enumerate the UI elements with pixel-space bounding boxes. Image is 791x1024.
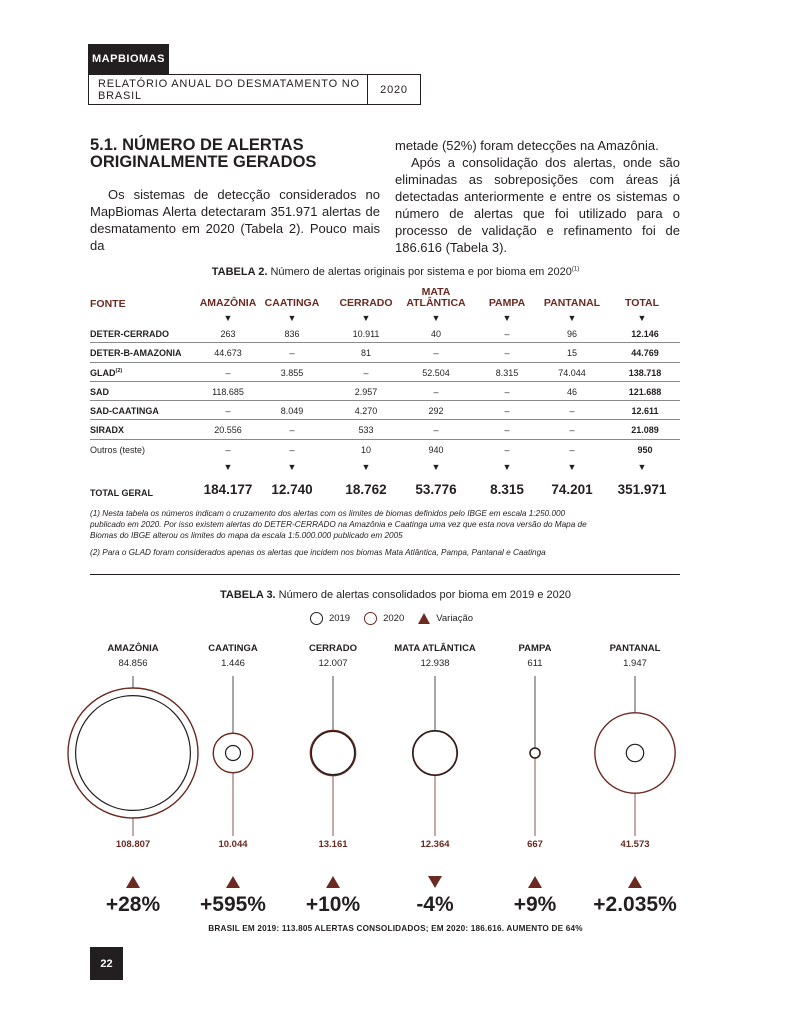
table-row: [90, 382, 680, 401]
down-arrow-icon: ▼: [502, 313, 512, 323]
legend-2020-label: 2020: [383, 613, 405, 624]
biome-name: CAATINGA: [208, 643, 258, 654]
table-cell: 15: [566, 348, 577, 359]
table-cell: –: [289, 348, 295, 359]
table2-note-1: (1) Nesta tabela os números indicam o cruzamento dos alertas com os limites de biomas definidos pelo IBGE em escala 1:250.000 publicado em 2020. Por isso existem alertas do DETER-CERRADO na Amazônia e Caatinga uma vez que esta nova versão do Mapa de Biomas do IBGE alterou os limites do mapa da escala 1:5.000.000 publicado em 2005: [90, 509, 587, 540]
down-arrow-icon: ▼: [637, 462, 647, 473]
table-cell: –: [504, 329, 510, 339]
table-cell: –: [504, 348, 510, 359]
table2-header-total: [597, 286, 687, 324]
biome-name: PANTANAL: [609, 643, 661, 654]
value-2019: 84.856: [118, 658, 148, 669]
table-cell: –: [289, 444, 295, 455]
biome-bubble-chart: [0, 640, 791, 900]
row-source-name: SAD-CAATINGA: [90, 406, 159, 417]
table-cell: –: [504, 425, 510, 436]
down-arrow-icon: ▼: [223, 313, 233, 323]
legend-2020-circle-icon: [364, 612, 377, 625]
report-header: [88, 74, 421, 105]
table-cell: 10.911: [352, 329, 380, 339]
table-cell: –: [569, 444, 575, 455]
value-2019: 12.938: [420, 658, 450, 669]
table-row: [90, 401, 680, 420]
bubble-2020: [413, 731, 457, 775]
table-cell: 10: [360, 444, 371, 455]
column-label: PANTANAL: [543, 297, 601, 309]
table-cell: –: [289, 425, 295, 436]
table-cell: –: [433, 386, 439, 397]
table-cell: 74.044: [558, 367, 586, 378]
down-arrow-icon: ▼: [431, 313, 441, 323]
table-cell: 20.556: [214, 425, 242, 436]
value-2019: 1.947: [623, 658, 647, 669]
row-source-name: GLAD$^{(2)}$: [90, 367, 123, 378]
row-source-name: SIRADX: [90, 425, 125, 436]
total-value: 18.762: [345, 482, 387, 498]
value-2020: 13.161: [318, 839, 348, 850]
table2-total-arrows: [90, 459, 680, 479]
down-arrow-icon: ▼: [567, 462, 577, 473]
table-cell: 52.504: [422, 367, 450, 378]
table-cell: –: [225, 367, 231, 378]
up-triangle-icon: [326, 876, 340, 888]
total-value: 53.776: [415, 482, 457, 498]
table-cell: –: [433, 425, 439, 436]
bubble-2019: [226, 746, 241, 761]
total-value: 184.177: [203, 482, 253, 498]
column-label: CAATINGA: [264, 297, 320, 309]
table-cell: –: [504, 386, 510, 397]
down-arrow-icon: ▼: [287, 313, 297, 323]
table-cell: 836: [284, 329, 300, 339]
table-row: [90, 363, 680, 382]
column-label: AMAZÔNIA: [199, 297, 257, 309]
down-arrow-icon: ▼: [567, 313, 577, 323]
intro-paragraph-continued: metade (52%) foram detecções na Amazônia.: [395, 138, 659, 153]
table-row: [90, 324, 680, 343]
value-2019: 611: [527, 658, 543, 669]
divider: [90, 574, 680, 575]
report-year: 2020: [380, 83, 408, 96]
table-cell: 292: [428, 406, 444, 417]
table-cell: 138.718: [628, 367, 662, 378]
table-cell: –: [569, 406, 575, 417]
bubble-2020: [595, 713, 675, 793]
biome-column-pantanal: [575, 643, 695, 916]
table-cell: 940: [428, 444, 444, 455]
value-2020: 108.807: [115, 839, 151, 850]
total-value: 12.740: [271, 482, 313, 498]
variation-percent: +595%: [200, 893, 266, 916]
table2-note-2: (2) Para o GLAD foram considerados apenas os alertas que incidem nos biomas Mata Atlântica, Pampa, Pantanal e Caatinga: [90, 548, 546, 557]
down-arrow-icon: ▼: [287, 462, 297, 473]
table-cell: 118.685: [212, 386, 244, 397]
down-arrow-icon: ▼: [223, 462, 233, 473]
biome-name: AMAZÔNIA: [107, 643, 159, 654]
down-triangle-icon: [428, 876, 442, 888]
table-cell: 46: [566, 386, 577, 397]
table-cell: 950: [637, 444, 653, 455]
variation-percent: +2.035%: [593, 893, 677, 916]
total-value: 8.315: [490, 482, 524, 498]
intro-column-2: [395, 137, 680, 256]
up-triangle-icon: [126, 876, 140, 888]
table-cell: 3.855: [280, 367, 304, 378]
down-arrow-icon: ▼: [431, 462, 441, 473]
bubble-2019: [413, 731, 458, 776]
total-value: 351.971: [617, 482, 667, 498]
table-row: [90, 343, 680, 362]
page-number: 22: [90, 947, 123, 980]
legend-2019-circle-icon: [310, 612, 323, 625]
value-2020: 41.573: [620, 839, 650, 850]
table-cell: 8.049: [280, 406, 304, 417]
total-value: 74.201: [551, 482, 593, 498]
table-cell: 44.769: [631, 348, 659, 359]
table-cell: –: [433, 348, 439, 359]
table2-header-row: [90, 286, 680, 324]
down-arrow-icon: ▼: [361, 462, 371, 473]
down-arrow-icon: ▼: [637, 313, 647, 323]
intro-paragraph: Os sistemas de detecção considerados no MapBiomas Alerta detectaram 351.971 alertas de desmatamento em 2020 (Tabela 2). Pouco mais da: [90, 187, 380, 253]
section-title: 5.1. NÚMERO DE ALERTAS ORIGINALMENTE GERADOS: [90, 136, 317, 171]
table-cell: 96: [566, 329, 577, 339]
table2-body: [90, 324, 680, 459]
column-label: PAMPA: [488, 297, 526, 309]
bubble-2020: [68, 688, 198, 818]
consolidation-paragraph: Após a consolidação dos alertas, onde são eliminadas as sobreposições com áreas já detectadas anteriormente e entre os sistemas o número de alertas que foi utilizado para o processo de validação e refinamento foi de 186.616 (Tabela 3).: [395, 155, 680, 255]
table2-header-fonte: FONTE: [90, 298, 126, 310]
table-cell: –: [504, 444, 510, 455]
table-cell: 21.089: [631, 425, 659, 436]
table3-footer: BRASIL EM 2019: 113.805 ALERTAS CONSOLIDADOS; EM 2020: 186.616. AUMENTO DE 64%: [208, 924, 583, 933]
variation-percent: +9%: [513, 893, 557, 916]
value-2020: 667: [527, 839, 543, 850]
biome-name: PAMPA: [518, 643, 552, 654]
table-cell: 81: [360, 348, 371, 359]
down-arrow-icon: ▼: [361, 313, 371, 323]
down-arrow-icon: ▼: [502, 462, 512, 473]
table3-legend: [0, 612, 791, 625]
column-label: CERRADO: [339, 297, 393, 309]
table-cell: –: [363, 367, 369, 378]
row-source-name: DETER-B-AMAZONIA: [90, 348, 182, 359]
table-cell: –: [569, 425, 575, 436]
value-2020: 12.364: [420, 839, 450, 850]
biome-name: CERRADO: [308, 643, 358, 654]
table-cell: –: [225, 444, 231, 455]
legend-variation-label: Variação: [436, 613, 474, 624]
bubble-2019: [530, 748, 540, 758]
table-cell: 4.270: [354, 406, 378, 417]
variation-percent: +10%: [305, 893, 361, 916]
variation-percent: -4%: [416, 893, 454, 916]
report-title: RELATÓRIO ANUAL DO DESMATAMENTO NO BRASIL: [89, 75, 368, 104]
bubble-2019: [311, 731, 354, 774]
table-cell: –: [225, 406, 231, 417]
up-triangle-icon: [226, 876, 240, 888]
biome-name: MATA ATLÂNTICA: [394, 643, 476, 654]
column-label: MATA ATLÂNTICA: [406, 286, 466, 309]
bubble-2020: [310, 730, 355, 775]
variation-percent: +28%: [105, 893, 161, 916]
table3-caption: TABELA 3. Número de alertas consolidados por bioma em 2019 e 2020: [220, 589, 571, 601]
table-row: [90, 440, 680, 459]
column-label: TOTAL: [624, 297, 660, 309]
legend-2019-label: 2019: [328, 613, 351, 624]
row-source-name: SAD: [90, 386, 110, 397]
table-cell: 533: [358, 425, 374, 436]
total-label: TOTAL GERAL: [90, 488, 153, 499]
up-triangle-icon: [528, 876, 542, 888]
table-cell: 12.611: [631, 406, 659, 417]
intro-column-1: [90, 186, 380, 254]
table2: [90, 286, 680, 501]
table-cell: 12.146: [631, 329, 659, 339]
bubble-2020: [213, 733, 252, 772]
value-2019: 12.007: [318, 658, 348, 669]
table2-caption: TABELA 2. Número de alertas originais por sistema e por bioma em 2020$^{(1)}$: [211, 266, 580, 278]
bubble-2019: [626, 744, 643, 761]
bubble-2019: [76, 696, 191, 811]
table-cell: 121.688: [628, 386, 662, 397]
table2-total-row: [90, 479, 680, 501]
table-cell: 44.673: [214, 348, 242, 359]
legend-variation-triangle-icon: [418, 613, 430, 624]
table-cell: –: [504, 406, 510, 417]
row-source-name: Outros (teste): [90, 444, 146, 455]
brand-label: MAPBIOMAS: [88, 44, 169, 74]
row-source-name: DETER-CERRADO: [90, 329, 170, 339]
up-triangle-icon: [628, 876, 642, 888]
value-2020: 10.044: [218, 839, 248, 850]
table-row: [90, 420, 680, 439]
table-cell: 8.315: [495, 367, 519, 378]
table-cell: 40: [430, 329, 441, 339]
table-cell: 263: [220, 329, 236, 339]
table-cell: 2.957: [354, 386, 378, 397]
value-2019: 1.446: [221, 658, 245, 669]
